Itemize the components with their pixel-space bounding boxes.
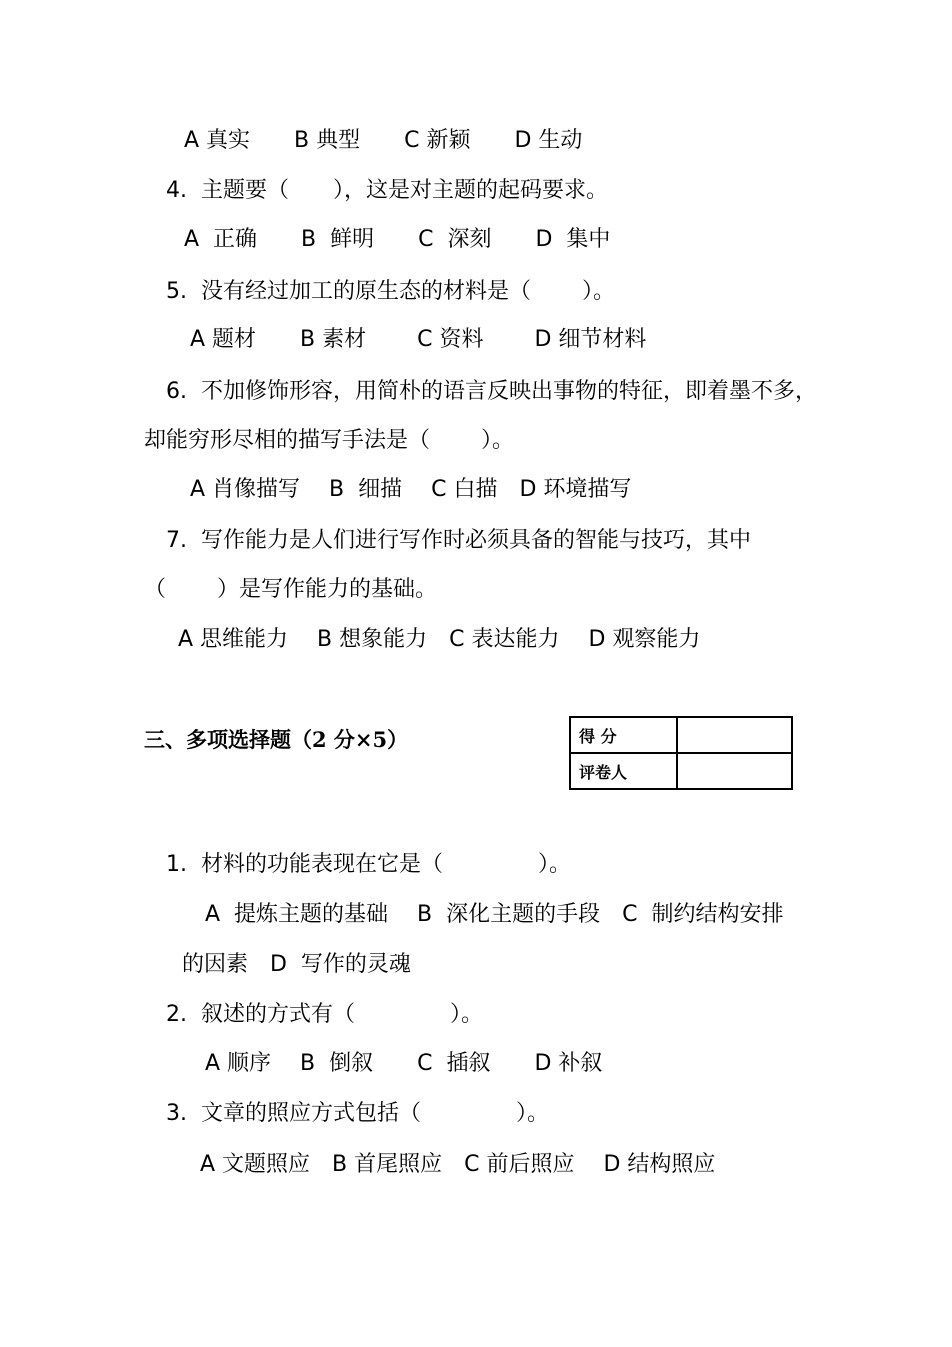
score-label: 得 分 (570, 717, 677, 753)
mq1-options-line2: 的因素 D 写作的灵魂 (182, 952, 411, 977)
section-three-title: 三、多项选择题（2 分×5） (144, 727, 409, 752)
mq1-options-line1: A 提炼主题的基础 B 深化主题的手段 C 制约结构安排 (205, 902, 784, 927)
q6-stem-line1: 6. 不加修饰形容，用简朴的语言反映出事物的特征，即着墨不多， (166, 379, 817, 404)
grader-value-cell (677, 753, 792, 789)
grader-label: 评卷人 (570, 753, 677, 789)
q5-stem: 5. 没有经过加工的原生态的材料是（ ）。 (166, 279, 615, 304)
q3-options: A 真实 B 典型 C 新颖 D 生动 (184, 128, 583, 153)
score-value-cell (677, 717, 792, 753)
score-table (569, 716, 793, 790)
q5-options: A 题材 B 素材 C 资料 D 细节材料 (190, 327, 647, 352)
q4-stem: 4. 主题要（ ），这是对主题的起码要求。 (166, 178, 608, 203)
mq3-stem: 3. 文章的照应方式包括（ ）。 (166, 1101, 549, 1126)
q6-options: A 肖像描写 B 细描 C 白描 D 环境描写 (190, 477, 632, 502)
mq1-stem: 1. 材料的功能表现在它是（ ）。 (166, 852, 571, 877)
mq2-stem: 2. 叙述的方式有（ ）。 (166, 1002, 483, 1027)
q6-stem-line2: 却能穷形尽相的描写手法是（ ）。 (144, 428, 514, 453)
mq2-options: A 顺序 B 倒叙 C 插叙 D 补叙 (205, 1051, 603, 1076)
mq3-options: A 文题照应 B 首尾照应 C 前后照应 D 结构照应 (200, 1152, 716, 1177)
q7-stem-line2: （ ）是写作能力的基础。 (144, 577, 437, 602)
q7-options: A 思维能力 B 想象能力 C 表达能力 D 观察能力 (178, 627, 701, 652)
q7-stem-line1: 7. 写作能力是人们进行写作时必须具备的智能与技巧，其中 (166, 528, 751, 553)
q4-options: A 正确 B 鲜明 C 深刻 D 集中 (184, 227, 611, 252)
